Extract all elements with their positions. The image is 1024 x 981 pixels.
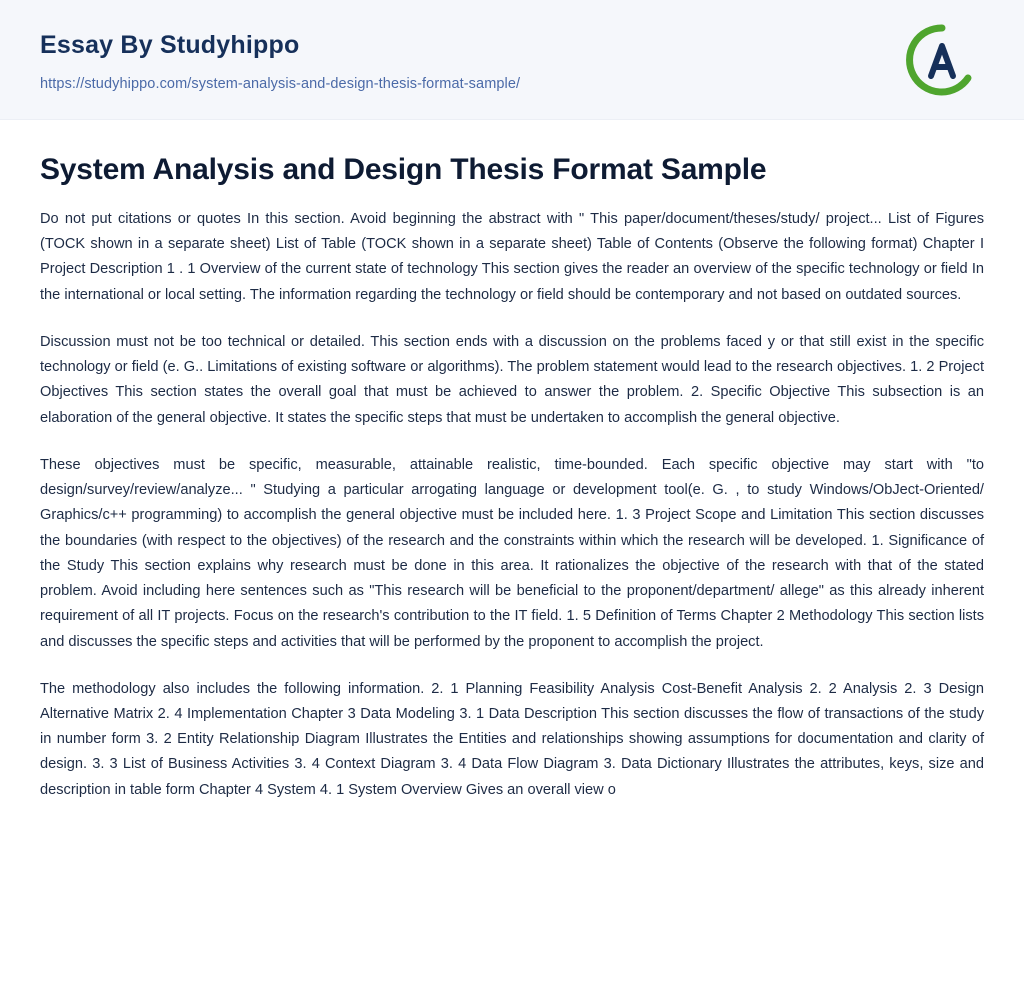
article-url[interactable]: https://studyhippo.com/system-analysis-and-design-thesis-format-sample/ (40, 76, 521, 92)
studyhippo-logo-icon[interactable] (904, 22, 980, 98)
article-paragraph: Do not put citations or quotes In this section. Avoid beginning the abstract with " This paper/document/theses/study/ project... List of Figures (TOCK shown in a separate sheet) List of Table (TOCK shown in a separate sheet) Table of Contents (Observe the following format) Chapter I Project Description 1 . 1 Overview of the current state of technology This section gives the reader an overview of the specific technology or field In the international or local setting. The information regarding the technology or field should be contemporary and not based on outdated sources. (40, 211, 984, 303)
article-container (0, 120, 1024, 843)
site-header (0, 0, 1024, 120)
article-paragraph: Discussion must not be too technical or detailed. This section ends with a discussion on the problems faced y or that still exist in the specific technology or field (e. G.. Limitations of existing software or algorithms). The problem statement would lead to the research objectives. 1. 2 Project Objectives This section states the overall goal that must be achieved to answer the problem. 2. Specific Objective This subsection is an elaboration of the general objective. It states the specific steps that must be undertaken to accomplish the general objective. (40, 333, 984, 426)
site-brand-label: Essay By Studyhippo (40, 31, 300, 59)
page-title: System Analysis and Design Thesis Format Sample (40, 153, 767, 186)
article-paragraph: The methodology also includes the following information. 2. 1 Planning Feasibility Analysis Cost-Benefit Analysis 2. 2 Analysis 2. 3 Design Alternative Matrix 2. 4 Implementation Chapter 3 Data Modeling 3. 1 Data Description This section discusses the flow of transactions of the study in number form 3. 2 Entity Relationship Diagram Illustrates the Entities and relationships showing assumptions for documentation and clarity of design. 3. 3 List of Business Activities 3. 4 Context Diagram 3. 4 Data Flow Diagram 3. Data Dictionary Illustrates the attributes, keys, size and description in table form Chapter 4 System 4. 1 System Overview Gives an overall view o (40, 680, 984, 798)
site-brand[interactable] (40, 30, 984, 60)
article-body (40, 207, 984, 803)
article-paragraph: These objectives must be specific, measurable, attainable realistic, time-bounded. Each specific objective may start with "to design/survey/review/analyze... " Studying a particular arrogating language or development tool(e. G. , to study Windows/ObJect-Oriented/ Graphics/c++ programming) to accomplish the general objective must be included here. 1. 3 Project Scope and Limitation This section discusses the boundaries (with respect to the objectives) of the research and the constraints within which the research will be developed. 1. Significance of the Study This section explains why research must be done in this area. It rationalizes the objective of the research with that of the stated problem. Avoid including here sentences such as "This research will be beneficial to the proponent/department/ allege" as this already inherent requirement of all IT projects. Focus on the research's contribution to the IT field. 1. 5 Definition of Terms Chapter 2 Methodology This section lists and discusses the specific steps and activities that will be performed by the proponent to accomplish the project. (40, 456, 984, 650)
